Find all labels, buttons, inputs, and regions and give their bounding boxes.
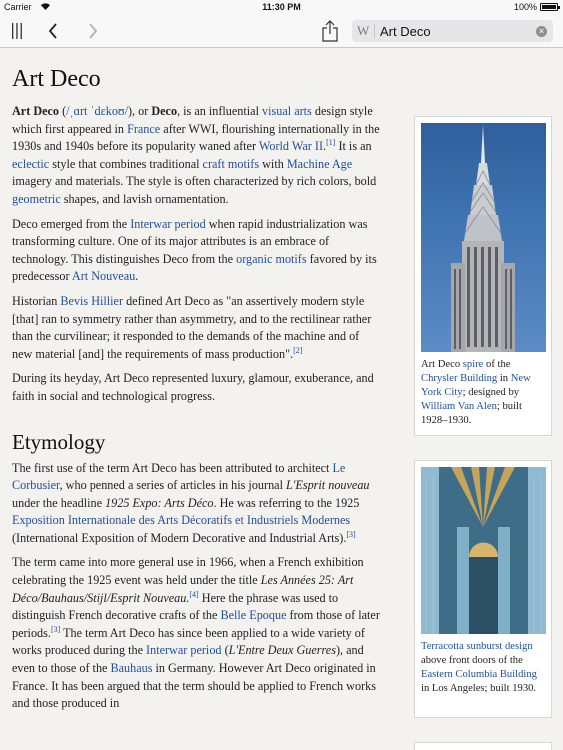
intro-paragraph-1: Art Deco (/ˌɑrt ˈdɛkoʊ/), or Deco, is an influential visual arts design style which first appeared in France after WWI, flourishing internationally in the 1930s and 1940s before its popularity waned after World War II.[1] It is an eclectic style that combines traditional craft motifs with Machine Age imagery and materials. The style is often characterized by rich colors, bold geometric shapes, and lavish ornamentation.: [12, 104, 380, 206]
etymology-paragraph-2: The term came into more general use in 1966, when a French exhibition celebrating the 1925 event was held under the title Les Années 25: Art Déco/Bauhaus/Stijl/Esprit Nouveau.[4] Here the phrase was used to distinguish French decorative crafts of the Belle Epoque from those of later periods.[3] The term Art Deco has since been applied to a wide variety of works produced during the Interwar period (L'Entre Deux Guerres), and even to those of the Bauhaus in Germany. However Art Deco originated in France. It has been argued that the term should be applied to French works and those produced in: [12, 555, 380, 711]
link-eclectic[interactable]: eclectic: [12, 156, 50, 171]
chrysler-building-image[interactable]: [421, 123, 546, 352]
battery-percentage: 100%: [513, 2, 537, 12]
link-organic-motifs[interactable]: organic motifs: [236, 251, 307, 266]
forward-button[interactable]: [82, 14, 104, 48]
clear-search-icon[interactable]: ×: [536, 26, 547, 37]
share-icon: [321, 20, 339, 42]
link-bevis-hillier[interactable]: Bevis Hillier: [60, 293, 124, 308]
page-title: Art Deco: [12, 66, 101, 92]
figure-caption: Terracotta sunburst design above front doors of the Eastern Columbia Building in Los Angeles; built 1930.: [421, 641, 537, 694]
link-art-nouveau[interactable]: Art Nouveau: [71, 269, 136, 284]
terracotta-sunburst-image[interactable]: [421, 467, 546, 634]
link-interwar-period[interactable]: Interwar period: [130, 216, 206, 231]
link-belle-epoque[interactable]: Belle Epoque: [220, 608, 287, 623]
link-bauhaus[interactable]: Bauhaus: [110, 661, 153, 676]
link-eastern-columbia-building[interactable]: Eastern Columbia Building: [421, 669, 537, 680]
figure-partial[interactable]: [414, 742, 552, 750]
back-button[interactable]: [42, 14, 64, 48]
citation-link[interactable]: [3]: [50, 624, 61, 634]
clock: 11:30 PM: [262, 2, 301, 12]
link-chrysler-building[interactable]: Chrysler Building: [421, 373, 498, 384]
link-craft-motifs[interactable]: craft motifs: [202, 156, 260, 171]
figure-terracotta-sunburst[interactable]: [414, 460, 552, 718]
intro-paragraph-2: Deco emerged from the Interwar period when rapid industrialization was transforming culture. One of its major attributes is an embrace of technology. This distinguishes Deco from the organic motifs favored by its predecessor Art Nouveau.: [12, 216, 377, 284]
table-of-contents-icon: [11, 22, 23, 40]
citation-link[interactable]: [1]: [326, 138, 336, 148]
article-term-alt: Deco: [151, 104, 178, 118]
toolbar: [0, 14, 563, 48]
back-chevron-icon: [47, 22, 59, 40]
citation-link[interactable]: [4]: [189, 589, 199, 599]
carrier-label: Carrier: [4, 2, 32, 12]
battery-icon: [540, 3, 558, 11]
etymology-paragraph-1: The first use of the term Art Deco has been attributed to architect Le Corbusier, who penned a series of articles in his journal L'Esprit nouveau under the headline 1925 Expo: Arts Déco. He was referring to the 1925 Exposition Internationale des Arts Décoratifs et Industriels Modernes (International Exposition of Modern Decorative and Industrial Arts).[3]: [12, 460, 370, 545]
link-le-corbusier[interactable]: Le Corbusier: [12, 460, 346, 493]
intro-paragraph-4: During its heyday, Art Deco represented luxury, glamour, exuberance, and faith in social and technological progress.: [12, 371, 374, 403]
table-of-contents-button[interactable]: [6, 14, 28, 48]
link-geometric[interactable]: geometric: [12, 191, 61, 206]
wikipedia-w-icon: W: [357, 23, 370, 38]
intro-paragraph-3: Historian Bevis Hillier defined Art Deco as "an assertively modern style [that] ran to symmetry rather than asymmetry, and to the rectilinear rather than the curvilinear; it responded to the demands of the machine and of new material [and] the requirements of mass production".[2]: [12, 293, 372, 361]
status-bar: [0, 0, 563, 14]
link-visual-arts[interactable]: visual arts: [262, 104, 312, 118]
search-box[interactable]: [352, 20, 553, 42]
section-heading-etymology: Etymology: [12, 429, 106, 454]
search-separator: [374, 24, 375, 38]
link-terracotta-sunburst[interactable]: Terracotta sunburst design: [421, 641, 533, 652]
link-france[interactable]: France: [127, 121, 161, 136]
pronunciation-link[interactable]: /ˌɑrt ˈdɛkoʊ/: [66, 104, 128, 118]
figure-caption: Art Deco spire of the Chrysler Building in New York City; designed by William Van Alen; built 1928–1930.: [421, 359, 531, 426]
link-william-van-alen[interactable]: William Van Alen: [421, 401, 497, 412]
link-exposition[interactable]: Exposition Internationale des Arts Décoratifs et Industriels Modernes: [12, 513, 351, 528]
article-body: [12, 48, 382, 720]
search-input[interactable]: [380, 22, 530, 40]
forward-chevron-icon: [87, 22, 99, 40]
link-interwar-period-2[interactable]: Interwar period: [146, 643, 222, 658]
link-new-york-city[interactable]: New York City: [421, 373, 531, 398]
link-world-war-ii[interactable]: World War II: [258, 139, 324, 154]
link-spire[interactable]: spire: [462, 359, 484, 370]
link-machine-age[interactable]: Machine Age: [286, 156, 353, 171]
figure-chrysler-building[interactable]: [414, 116, 552, 436]
citation-link[interactable]: [2]: [293, 345, 303, 355]
citation-link[interactable]: [3]: [346, 529, 356, 539]
share-button[interactable]: [318, 14, 342, 48]
article-term: Art Deco: [12, 104, 60, 118]
